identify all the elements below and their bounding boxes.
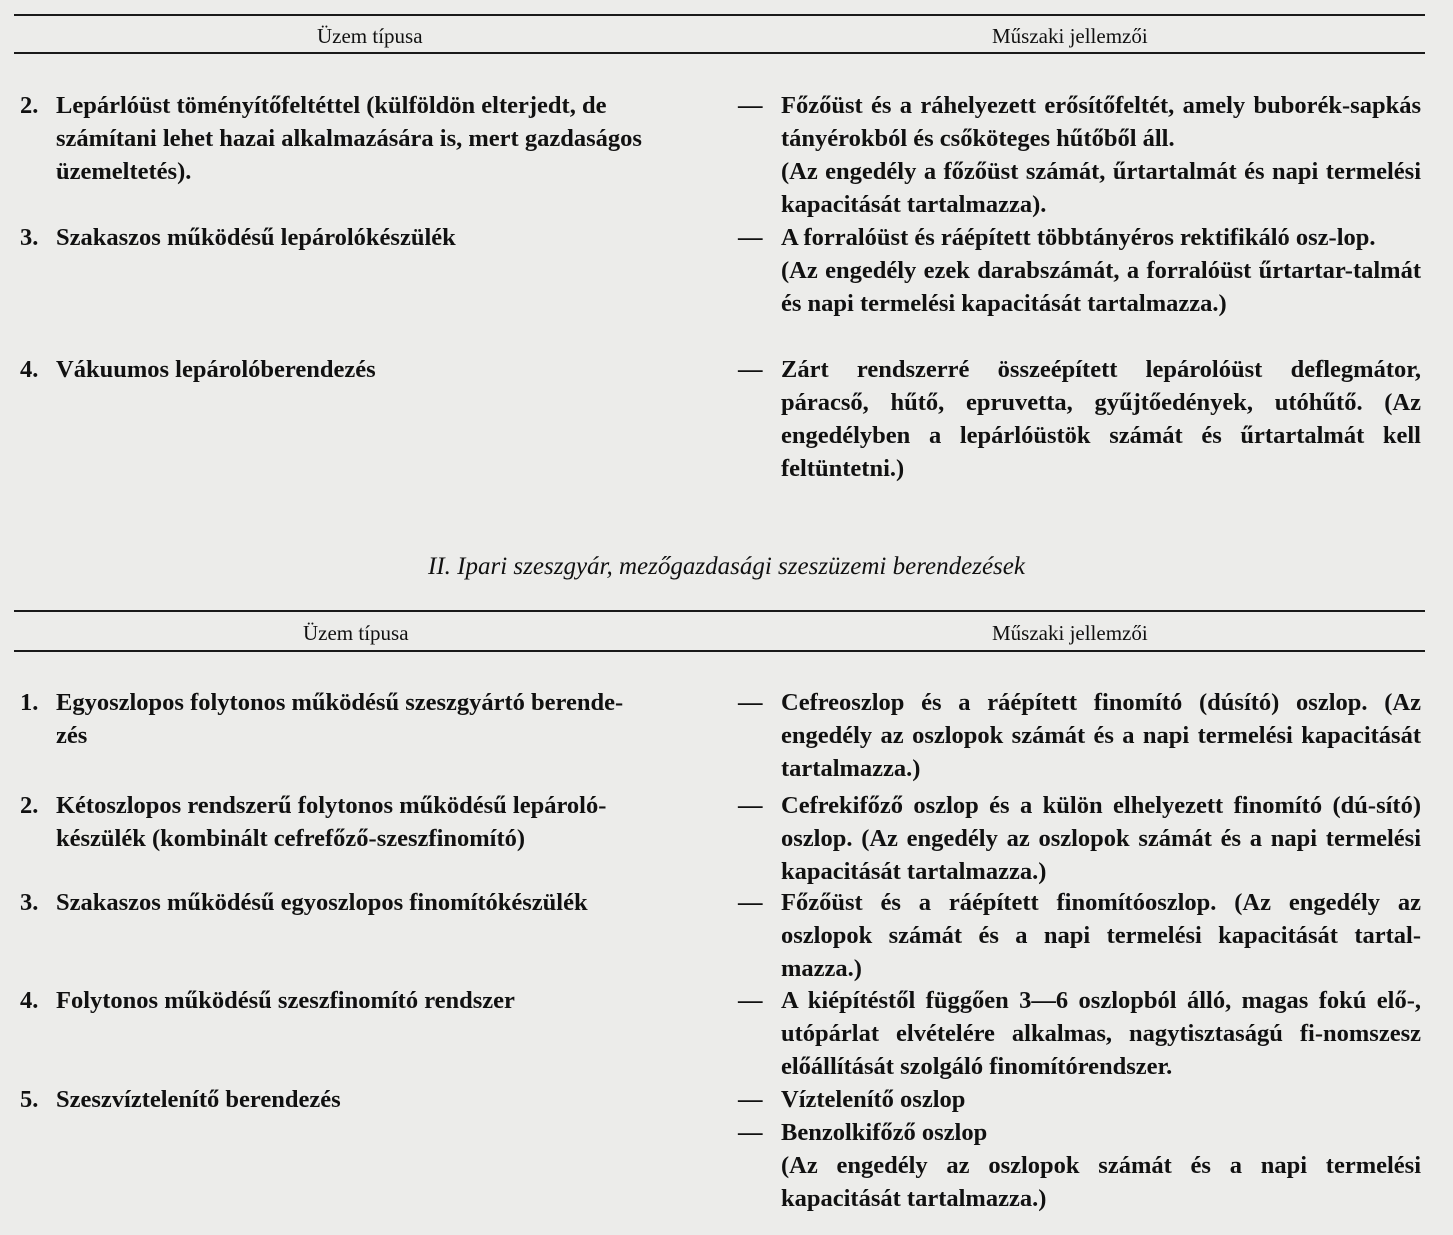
- plant-type: [20, 1083, 710, 1116]
- spec-dash: —: [738, 792, 763, 819]
- plant-type: [20, 353, 710, 386]
- spec-text: Főzőüst és a ráépített finomítóoszlop. (Az engedély az oszlopok számát és a napi termelési kapacitását tartal-mazza.): [781, 889, 1421, 982]
- technical-specs: [781, 686, 1421, 785]
- spec-text: (Az engedély ezek darabszámát, a forralóüst űrtartar-talmát és napi termelési kapacitását tartalmazza.): [781, 257, 1421, 317]
- plant-type-line: Lepárlóüst töményítőfeltéttel (külföldön elterjedt, de: [56, 92, 607, 119]
- spec-text: Víztelenítő oszlop: [781, 1086, 966, 1113]
- plant-type: [20, 789, 710, 855]
- spec-text: A forralóüst és ráépített többtányéros rektifikáló osz-lop.: [781, 224, 1376, 251]
- row-number: 3.: [20, 224, 39, 251]
- table1-top-rule: [14, 14, 1425, 16]
- table2-col-left-header: Üzem típusa: [303, 621, 409, 645]
- plant-type-line: zés: [56, 722, 88, 749]
- technical-specs: [781, 886, 1421, 985]
- spec-text: Főzőüst és a ráhelyezett erősítőfeltét, amely buborék-sapkás tányérokból és csőköteges hűtőből áll.: [781, 92, 1421, 152]
- table2-col-right-header: Műszaki jellemzői: [992, 621, 1148, 645]
- plant-type-line: üzemeltetés).: [56, 158, 192, 185]
- spec-dash: —: [738, 1086, 763, 1113]
- spec-dash: —: [738, 689, 763, 716]
- plant-type: [20, 886, 710, 919]
- table2-header-rule: [14, 650, 1425, 652]
- spec-text: Zárt rendszerré összeépített lepárolóüst deflegmátor, páracső, hűtő, epruvetta, gyűjtőedények, utóhűtő. (Az engedélyben a lepárlóüstök számát és űrtartalmát kell feltüntetni.): [781, 356, 1421, 482]
- plant-type-line: Szeszvíztelenítő berendezés: [56, 1086, 341, 1113]
- technical-specs: [781, 984, 1421, 1083]
- row-number: 5.: [20, 1086, 39, 1113]
- table1-header-rule: [14, 52, 1425, 54]
- spec-dash: —: [738, 987, 763, 1014]
- technical-specs: [781, 221, 1421, 320]
- row-number: 2.: [20, 792, 39, 819]
- plant-type: [20, 221, 710, 254]
- plant-type: [20, 984, 710, 1017]
- plant-type: [20, 89, 710, 188]
- row-number: 2.: [20, 92, 39, 119]
- spec-dash: —: [738, 224, 763, 251]
- plant-type-line: készülék (kombinált cefrefőző-szeszfinomító): [56, 825, 526, 852]
- table1-col-right-header: Műszaki jellemzői: [992, 24, 1148, 48]
- technical-specs: [781, 89, 1421, 221]
- spec-dash: —: [738, 1119, 763, 1146]
- spec-dash: —: [738, 889, 763, 916]
- technical-specs: [781, 1083, 1421, 1215]
- plant-type-line: Egyoszlopos folytonos működésű szeszgyártó berende-: [56, 689, 624, 716]
- spec-text: Cefreoszlop és a ráépített finomító (dúsító) oszlop. (Az engedély az oszlopok számát és a napi termelési kapacitását tartalmazza.): [781, 689, 1421, 782]
- plant-type-line: Szakaszos működésű lepárolókészülék: [56, 224, 456, 251]
- plant-type-line: számítani lehet hazai alkalmazására is, mert gazdaságos: [56, 125, 642, 152]
- plant-type: [20, 686, 710, 752]
- row-number: 1.: [20, 689, 39, 716]
- plant-type-line: Vákuumos lepárolóberendezés: [56, 356, 376, 383]
- spec-text: (Az engedély az oszlopok számát és a napi termelési kapacitását tartalmazza.): [781, 1152, 1421, 1212]
- row-number: 3.: [20, 889, 39, 916]
- technical-specs: [781, 789, 1421, 888]
- spec-text: Cefrekifőző oszlop és a külön elhelyezett finomító (dú-sító) oszlop. (Az engedély az oszlopok számát és a napi termelési kapacitását tartalmazza.): [781, 792, 1421, 885]
- row-number: 4.: [20, 356, 39, 383]
- plant-type-line: Folytonos működésű szeszfinomító rendszer: [56, 987, 515, 1014]
- table1-col-left-header: Üzem típusa: [317, 24, 423, 48]
- plant-type-line: Szakaszos működésű egyoszlopos finomítókészülék: [56, 889, 588, 916]
- spec-text: (Az engedély a főzőüst számát, űrtartalmát és napi termelési kapacitását tartalmazza).: [781, 158, 1421, 218]
- table2-top-rule: [14, 610, 1425, 612]
- section-title: II. Ipari szeszgyár, mezőgazdasági szeszüzemi berendezések: [428, 553, 1025, 580]
- row-number: 4.: [20, 987, 39, 1014]
- spec-dash: —: [738, 92, 763, 119]
- spec-text: A kiépítéstől függően 3—6 oszlopból álló, magas fokú elő-, utópárlat elvételére alkalmas, nagytisztaságú fi-nomszesz előállítását szolgáló finomítórendszer.: [781, 987, 1421, 1080]
- spec-dash: —: [738, 356, 763, 383]
- plant-type-line: Kétoszlopos rendszerű folytonos működésű lepároló-: [56, 792, 607, 819]
- spec-text: Benzolkifőző oszlop: [781, 1119, 988, 1146]
- technical-specs: [781, 353, 1421, 485]
